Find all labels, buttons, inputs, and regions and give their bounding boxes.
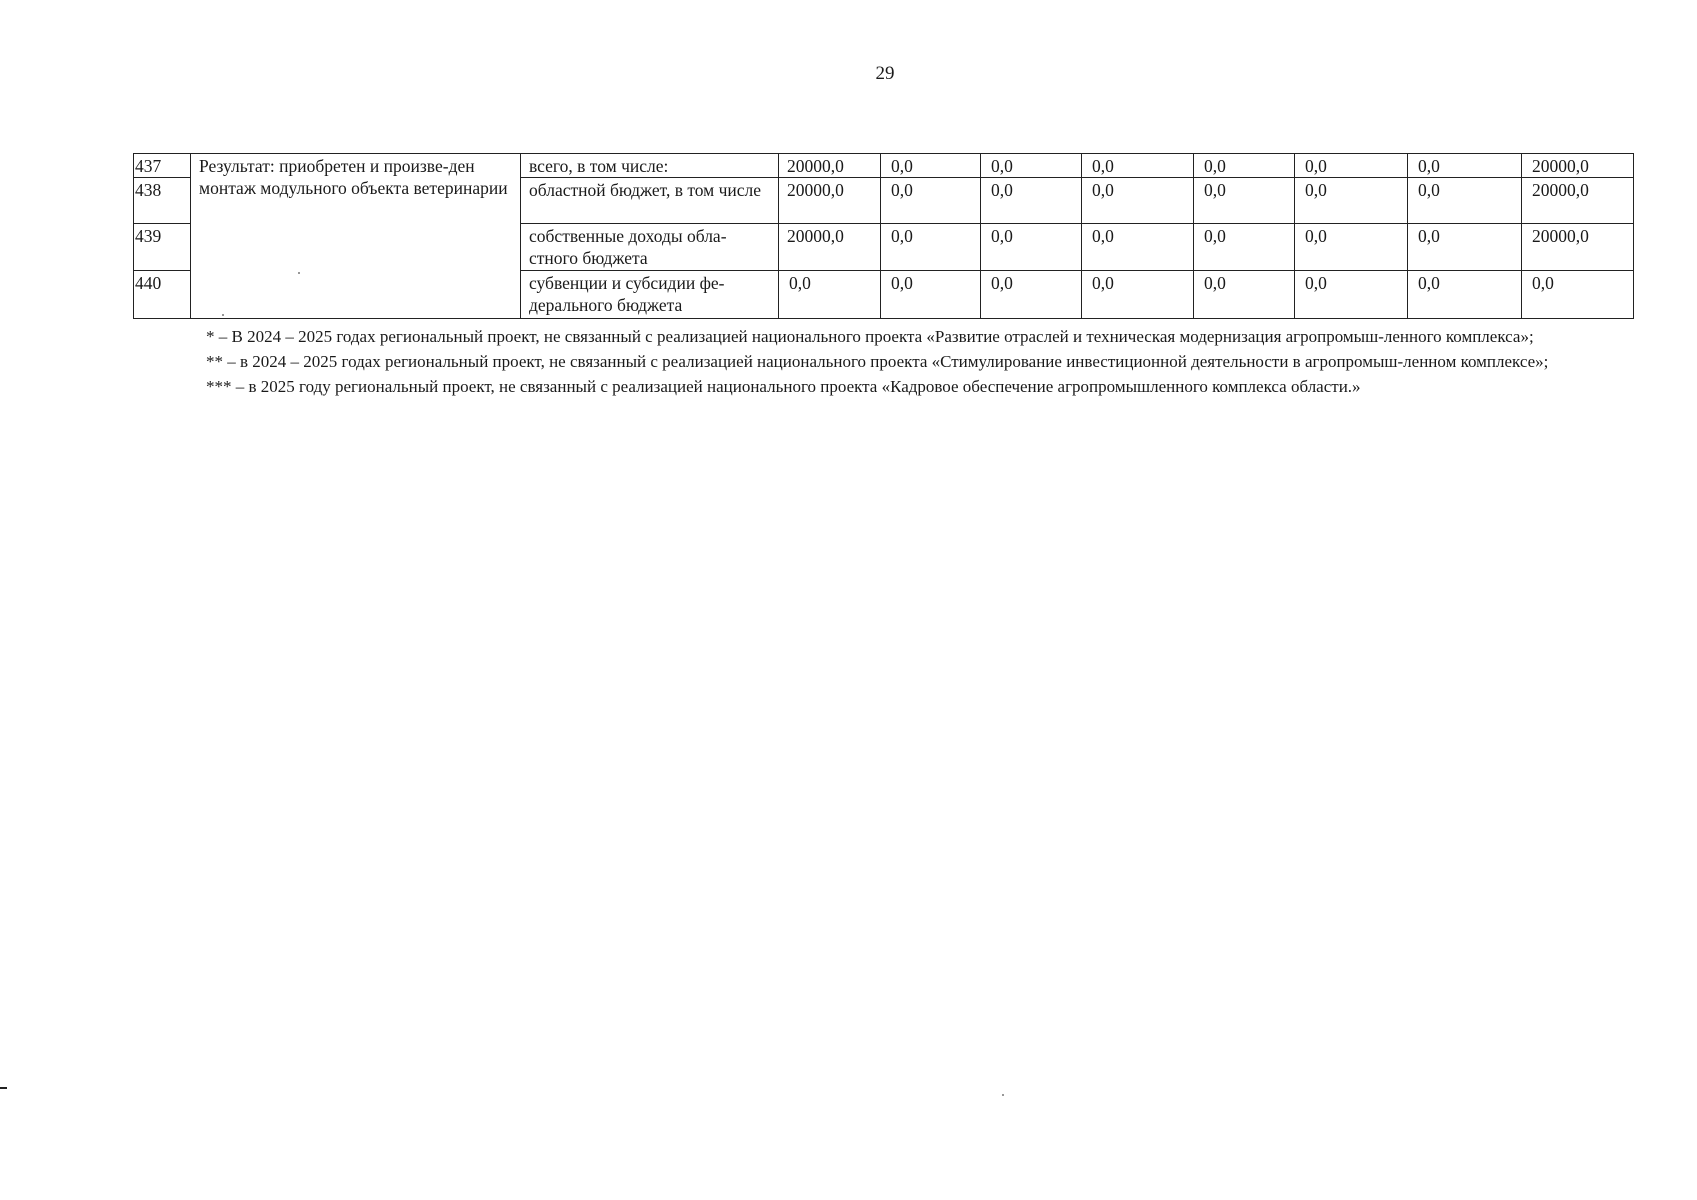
scan-edge-mark [0,1087,7,1089]
value-cell: 20000,0 [779,154,881,178]
value-cell: 0,0 [1408,271,1522,319]
value-cell: 0,0 [1082,178,1194,224]
funding-source: собственные доходы обла-стного бюджета [521,224,779,271]
value-cell: 0,0 [881,224,981,271]
value-cell: 0,0 [1408,224,1522,271]
value-cell: 0,0 [1295,271,1408,319]
value-cell: 0,0 [1295,224,1408,271]
funding-source: субвенции и субсидии фе-дерального бюджета [521,271,779,319]
value-cell: 20000,0 [779,224,881,271]
footnote: ** – в 2024 – 2025 годах региональный проект, не связанный с реализацией национального проекта «Стимулирование инвестиционной деятельности в агропромыш-ленном комплексе»; [206,352,1549,371]
value-cell: 0,0 [1522,271,1634,319]
budget-table [133,153,1634,319]
value-cell: 0,0 [881,154,981,178]
value-cell: 0,0 [981,178,1082,224]
footnotes [133,324,1633,399]
row-number: 440 [134,271,191,319]
row-number: 439 [134,224,191,271]
value-cell: 0,0 [1194,178,1295,224]
table-row [134,154,1634,178]
value-cell: 0,0 [1082,154,1194,178]
value-cell: 0,0 [881,271,981,319]
row-number: 437 [134,154,191,178]
funding-source: областной бюджет, в том числе [521,178,779,224]
scan-speck [222,314,224,316]
result-description: Результат: приобретен и произве-ден монтаж модульного объекта ветеринарии [191,154,521,319]
value-cell: 20000,0 [1522,178,1634,224]
value-cell: 0,0 [1194,271,1295,319]
scan-speck [1002,1094,1004,1096]
scan-speck [298,272,300,274]
value-cell: 0,0 [981,271,1082,319]
value-cell: 20000,0 [1522,224,1634,271]
value-cell: 0,0 [1082,224,1194,271]
value-cell: 20000,0 [779,178,881,224]
value-cell: 0,0 [1194,224,1295,271]
footnote: *** – в 2025 году региональный проект, не связанный с реализацией национального проекта «Кадровое обеспечение агропромышленного комплекса области.» [206,377,1361,396]
page-number: 29 [875,63,895,84]
value-cell: 0,0 [981,154,1082,178]
funding-source: всего, в том числе: [521,154,779,178]
value-cell: 0,0 [1295,178,1408,224]
value-cell: 0,0 [779,271,881,319]
value-cell: 0,0 [1408,178,1522,224]
value-cell: 0,0 [1082,271,1194,319]
value-cell: 20000,0 [1522,154,1634,178]
value-cell: 0,0 [1295,154,1408,178]
value-cell: 0,0 [881,178,981,224]
value-cell: 0,0 [1194,154,1295,178]
value-cell: 0,0 [981,224,1082,271]
footnote: * – В 2024 – 2025 годах региональный проект, не связанный с реализацией национального проекта «Развитие отраслей и техническая модернизация агропромыш-ленного комплекса»; [206,327,1534,346]
row-number: 438 [134,178,191,224]
value-cell: 0,0 [1408,154,1522,178]
